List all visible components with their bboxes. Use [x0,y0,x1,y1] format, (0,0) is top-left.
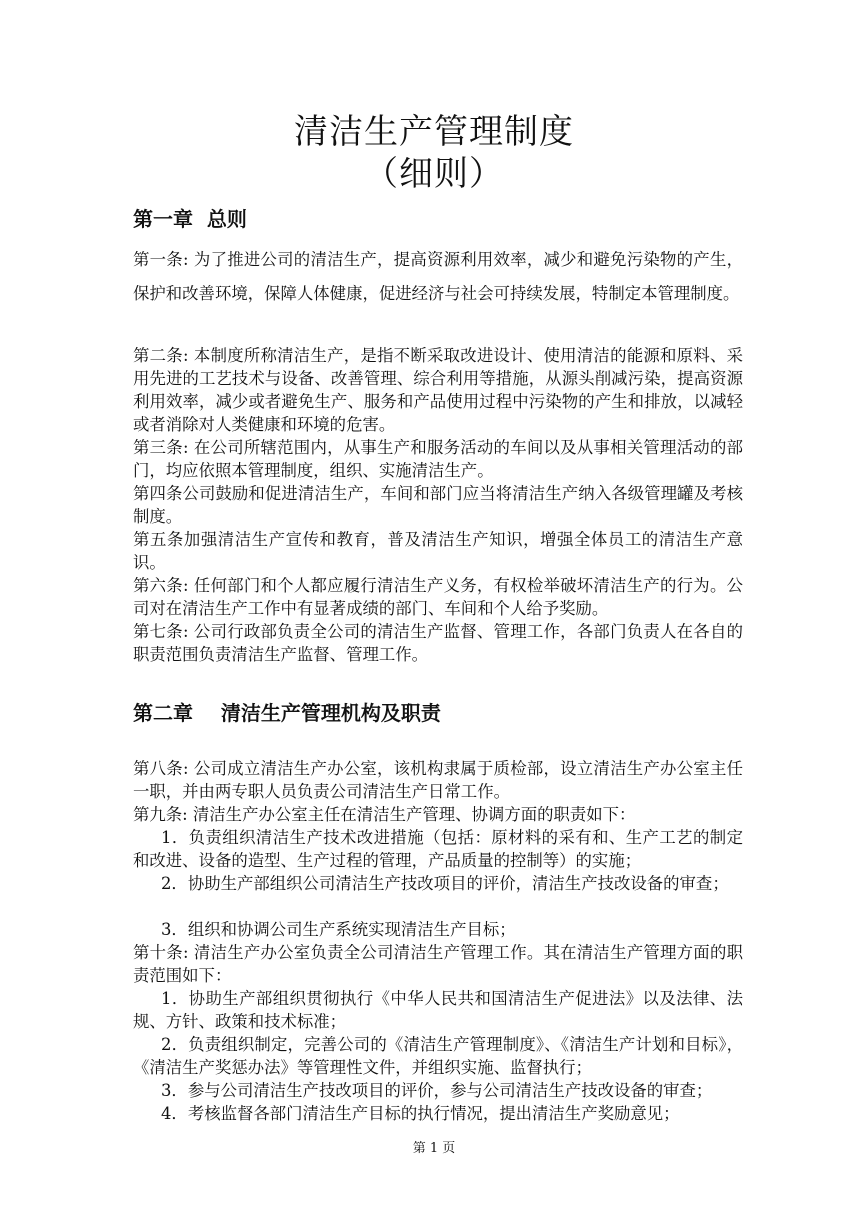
page-number: 第 1 页 [412,1141,456,1156]
chapter-2-heading: 第二章 清洁生产管理机构及职责 [133,701,441,725]
article-10-item-4: 4．考核监督各部门清洁生产目标的执行情况，提出清洁生产奖励意见； [161,1104,680,1123]
article-9-item-3: 3．组织和协调公司生产系统实现清洁生产目标； [161,920,516,939]
article-9-item-2: 2．协助生产部组织公司清洁生产技改项目的评价，清洁生产技改设备的审查； [161,874,729,893]
article-2: 第二条: 本制度所称清洁生产，是指不断采取改进设计、使用清洁的能源和原料、采用先进的工艺技术与设备、改善管理、综合利用等措施，从源头削减污染，提高资源利用效率，减少或者避免生产、服务和产品使用过程中污染物的产生和排放，以减轻或者消除对人类健康和环境的危害。 [133,346,743,434]
article-9: 第九条: 清洁生产办公室主任在清洁生产管理、协调方面的职责如下： [133,805,636,824]
article-4: 第四条公司鼓励和促进清洁生产，车间和部门应当将清洁生产纳入各级管理罐及考核制度。 [133,484,743,526]
article-10-item-2: 2．负责组织制定，完善公司的《清洁生产管理制度》、《清洁生产计划和目标》，《清洁生产奖惩办法》等管理性文件，并组织实施、监督执行； [133,1035,743,1077]
article-1: 第一条: 为了推进公司的清洁生产，提高资源利用效率，减少和避免污染物的产生，保护和改善环境，保障人体健康，促进经济与社会可持续发展，特制定本管理制度。 [133,250,743,303]
document-subtitle: （细则） [364,154,504,194]
article-10-item-3: 3．参与公司清洁生产技改项目的评价，参与公司清洁生产技改设备的审查； [161,1081,713,1100]
chapter-1-heading: 第一章 总则 [133,207,247,231]
article-3: 第三条: 在公司所辖范围内，从事生产和服务活动的车间以及从事相关管理活动的部门，均应依照本管理制度，组织、实施清洁生产。 [133,438,743,480]
article-7: 第七条: 公司行政部负责全公司的清洁生产监督、管理工作，各部门负责人在各自的职责范围负责清洁生产监督、管理工作。 [133,622,743,664]
article-8: 第八条: 公司成立清洁生产办公室，该机构隶属于质检部，设立清洁生产办公室主任一职，并由两专职人员负责公司清洁生产日常工作。 [133,759,743,801]
document-title: 清洁生产管理制度 [294,112,574,152]
article-5: 第五条加强清洁生产宣传和教育，普及清洁生产知识，增强全体员工的清洁生产意识。 [133,530,743,572]
article-10: 第十条: 清洁生产办公室负责全公司清洁生产管理工作。其在清洁生产管理方面的职责范围如下： [133,943,743,985]
article-9-item-1: 1．负责组织清洁生产技术改进措施（包括：原材料的采有和、生产工艺的制定和改进、设备的造型、生产过程的管理，产品质量的控制等）的实施； [133,828,743,870]
article-10-item-1: 1．协助生产部组织贯彻执行《中华人民共和国清洁生产促进法》以及法律、法规、方针、政策和技术标准； [133,989,743,1031]
article-6: 第六条: 任何部门和个人都应履行清洁生产义务，有权检举破坏清洁生产的行为。公司对在清洁生产工作中有显著成绩的部门、车间和个人给予奖励。 [133,576,743,618]
